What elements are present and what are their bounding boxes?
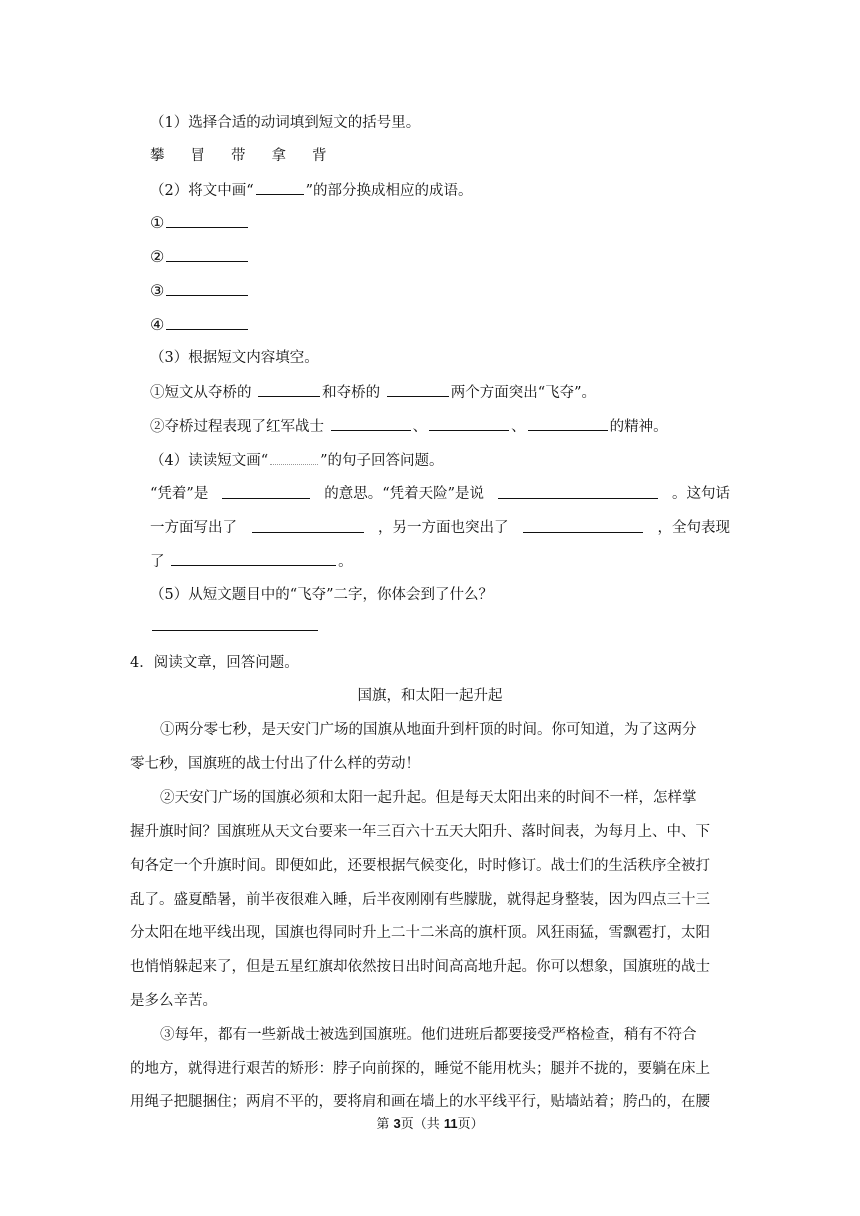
verb-option: 拿 — [271, 148, 286, 164]
article-title: 国旗，和太阳一起升起 — [357, 688, 503, 704]
idiom-blank-1[interactable]: ① — [150, 213, 250, 234]
underline-sample — [270, 450, 318, 465]
idiom-blank-4[interactable]: ④ — [150, 315, 250, 336]
idiom-blank-3[interactable]: ③ — [150, 281, 250, 302]
idiom-blank-2[interactable]: ② — [150, 247, 250, 268]
page-total: 11 — [443, 1116, 458, 1131]
q3-part5: （5）从短文题目中的“飞夺”二字，你体会到了什么？ — [150, 587, 494, 603]
para2-line: 乱了。盛夏酷暑，前半夜很难入睡，后半夜刚刚有些朦胧，就得起身整装，因为四点三十三 — [130, 892, 710, 908]
q3-part4: （4）读读短文画“ ”的句子回答问题。 — [150, 450, 444, 471]
q3-part5-answer-line[interactable] — [150, 616, 320, 637]
underline-sample — [256, 180, 304, 195]
para1-line: 零七秒，国旗班的战士付出了什么样的劳动！ — [130, 756, 420, 772]
q3-part4-line2: 一方面写出了 ，另一方面也突出了 ，全句表现 — [150, 520, 730, 536]
answer-blank[interactable] — [252, 518, 364, 533]
q3-part4-line3: 了 。 — [150, 551, 353, 572]
para3-line: 的地方，就得进行艰苦的矫形：脖子向前探的，睡觉不能用枕头；腿并不拢的，要躺在床上 — [130, 1061, 710, 1077]
para2-line: 分太阳在地平线出现，国旗也得同时升上二十二米高的旗杆顶。风狂雨猛，雪飘雹打，太阳 — [130, 925, 710, 941]
q3-part3: （3）根据短文内容填空。 — [150, 350, 319, 366]
answer-blank[interactable] — [498, 484, 658, 499]
verb-options — [150, 146, 353, 166]
q3-part3-item1: ①短文从夺桥的 和夺桥的 两个方面突出“飞夺”。 — [150, 382, 596, 403]
page-footer: 第 3页（共 11页） — [376, 1116, 484, 1132]
answer-blank[interactable] — [171, 551, 336, 566]
answer-blank[interactable] — [331, 416, 411, 431]
verb-option: 攀 — [150, 148, 165, 164]
para2-line: 握升旗时间？国旗班从天文台要来一年三百六十五天大阳升、落时间表，为每月上、中、下 — [130, 824, 710, 840]
q3-part3-item2: ②夺桥过程表现了红军战士 、 、 的精神。 — [150, 416, 668, 437]
page-number: 3 — [393, 1116, 401, 1131]
verb-option: 冒 — [190, 148, 205, 164]
answer-blank[interactable] — [429, 416, 509, 431]
para1-line: ①两分零七秒，是天安门广场的国旗从地面升到杆顶的时间。你可知道，为了这两分 — [160, 722, 697, 738]
para2-line: 也悄悄躲起来了，但是五星红旗却依然按日出时间高高地升起。你可以想象，国旗班的战士 — [130, 959, 710, 975]
answer-blank[interactable] — [528, 416, 608, 431]
answer-blank[interactable] — [258, 382, 320, 397]
answer-blank[interactable] — [222, 484, 310, 499]
para2-line: 是多么辛苦。 — [130, 993, 217, 1009]
q3-part4-line1: “凭着”是 的意思。“凭着天险”是说 。这句话 — [150, 486, 730, 502]
para3-line: 用绳子把腿捆住；两肩不平的，要将肩和画在墙上的水平线平行，贴墙站着；胯凸的，在腰 — [130, 1094, 710, 1110]
q3-part1: （1）选择合适的动词填到短文的括号里。 — [150, 115, 421, 131]
para3-line: ③每年，都有一些新战士被选到国旗班。他们进班后都要接受严格检查，稍有不符合 — [160, 1027, 697, 1043]
answer-blank[interactable] — [523, 518, 643, 533]
answer-blank[interactable] — [387, 382, 449, 397]
q3-part2: （2）将文中画“ ”的部分换成相应的成语。 — [150, 180, 473, 201]
para2-line: 旬各定一个升旗时间。即便如此，还要根据气候变化，时时修订。战士们的生活秩序全被打 — [130, 858, 710, 874]
verb-option: 背 — [312, 148, 327, 164]
q4-heading: 4．阅读文章，回答问题。 — [130, 655, 299, 671]
para2-line: ②天安门广场的国旗必须和太阳一起升起。但是每天太阳出来的时间不一样，怎样掌 — [160, 790, 697, 806]
verb-option: 带 — [231, 148, 246, 164]
